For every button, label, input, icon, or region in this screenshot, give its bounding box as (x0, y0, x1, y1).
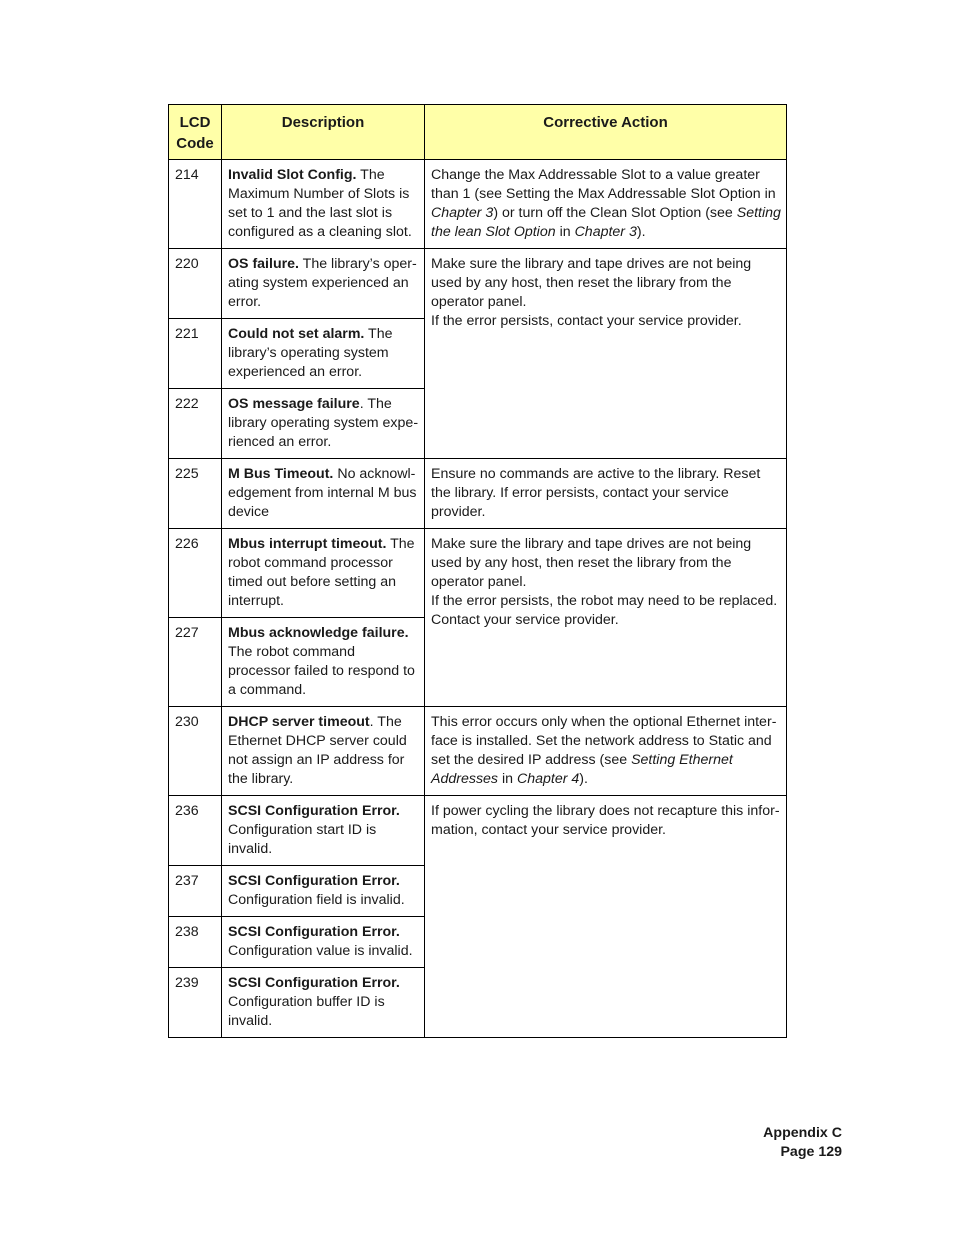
error-title: Mbus acknowledge failure. (228, 625, 409, 641)
description-cell (222, 529, 425, 618)
header-corrective-action: Corrective Action (425, 105, 787, 160)
header-lcd-code-line2: Code (176, 135, 214, 152)
error-text: The Maximum Number of Slots is set to 1 and the last slot is configured as a cleaning slot. (228, 167, 412, 240)
action-text: Change the Max Addressable Slot to a value greater than 1 (see Setting the Max Addressable Slot Option in (431, 167, 776, 202)
error-title: DHCP server timeout (228, 714, 370, 730)
table-row (169, 249, 787, 319)
page-footer (763, 1124, 842, 1162)
table-row (169, 529, 787, 618)
error-title: M Bus Timeout. (228, 466, 334, 482)
header-lcd-code-line1: LCD (179, 114, 211, 131)
error-title: OS message failure (228, 396, 360, 412)
description-cell (222, 796, 425, 866)
page-number: Page 129 (780, 1144, 842, 1160)
corrective-action-cell (425, 707, 787, 796)
error-title: SCSI Configuration Error. (228, 873, 400, 889)
action-reference: Chapter 3 (431, 205, 494, 221)
error-text: The robot command processor failed to respond to a command. (228, 644, 415, 698)
error-title: Invalid Slot Config. (228, 167, 357, 183)
description-cell (222, 389, 425, 459)
error-text: Configuration value is invalid. (228, 943, 413, 959)
action-text: Make sure the library and tape drives are not being used by any host, then reset the library from the operator panel. (431, 536, 752, 590)
description-cell (222, 707, 425, 796)
error-title: SCSI Configuration Error. (228, 975, 400, 991)
lcd-error-table (168, 104, 787, 1038)
error-text: The robot command processor timed out before setting an interrupt. (228, 536, 415, 609)
description-cell (222, 459, 425, 529)
lcd-code-cell: 222 (169, 389, 222, 459)
lcd-code-cell: 238 (169, 917, 222, 968)
action-reference: Chapter 3 (574, 224, 637, 240)
error-text: The library’s operating system experienced an error. (228, 256, 417, 310)
action-text: ). (579, 771, 588, 787)
appendix-label: Appendix C (763, 1125, 842, 1141)
error-text: . The library operating system experienced an error. (228, 396, 419, 450)
table-row (169, 160, 787, 249)
action-text: If the error persists, contact your service provider. (431, 313, 742, 329)
description-cell (222, 968, 425, 1038)
error-text: Configuration field is invalid. (228, 892, 405, 908)
corrective-action-cell: Ensure no commands are active to the library. Reset the library. If error persists, contact your service provider. (425, 459, 787, 529)
lcd-code-cell: 220 (169, 249, 222, 319)
action-reference: Chapter 4 (516, 771, 580, 787)
error-text: Configuration buffer ID is invalid. (228, 994, 385, 1029)
error-title: SCSI Configuration Error. (228, 924, 400, 940)
action-text: Make sure the library and tape drives are not being used by any host, then reset the library from the operator panel. (431, 256, 752, 310)
corrective-action-cell (425, 529, 787, 707)
description-cell (222, 160, 425, 249)
error-title: Could not set alarm. (228, 326, 365, 342)
action-text: ). (636, 224, 646, 240)
lcd-code-cell: 226 (169, 529, 222, 618)
table-row (169, 707, 787, 796)
error-text: Configuration start ID is invalid. (228, 822, 377, 857)
lcd-code-cell: 225 (169, 459, 222, 529)
header-lcd-code (169, 105, 222, 160)
action-reference: Setting Ethernet Addresses (431, 752, 733, 787)
error-title: Mbus interrupt timeout. (228, 536, 387, 552)
description-cell (222, 917, 425, 968)
error-text: . The Ethernet DHCP server could not assign an IP address for the library. (228, 714, 407, 787)
corrective-action-cell: If power cycling the library does not recapture this information, contact your service provider. (425, 796, 787, 1038)
description-cell (222, 618, 425, 707)
description-cell (222, 319, 425, 389)
lcd-code-cell: 237 (169, 866, 222, 917)
lcd-code-cell: 221 (169, 319, 222, 389)
action-reference: Setting the lean Slot Option (431, 205, 781, 240)
action-text: This error occurs only when the optional Ethernet interface is installed. Set the network address to Static and set the desired IP address (see (431, 714, 777, 768)
error-text: No acknowledgement from internal M bus device (228, 466, 417, 520)
lcd-code-cell: 230 (169, 707, 222, 796)
lcd-code-cell: 236 (169, 796, 222, 866)
header-description: Description (222, 105, 425, 160)
description-cell (222, 866, 425, 917)
action-text: in (498, 771, 517, 787)
lcd-code-cell: 227 (169, 618, 222, 707)
table-header-row (169, 105, 787, 160)
table-row (169, 459, 787, 529)
corrective-action-cell (425, 160, 787, 249)
action-text: If the error persists, the robot may need to be replaced. Contact your service provider. (431, 593, 778, 628)
table-row (169, 796, 787, 866)
action-text: in (555, 224, 575, 240)
error-title: OS failure. (228, 256, 299, 272)
lcd-code-cell: 214 (169, 160, 222, 249)
lcd-code-cell: 239 (169, 968, 222, 1038)
description-cell (222, 249, 425, 319)
error-text: The library’s operating system experienced an error. (228, 326, 393, 380)
action-text: ) or turn off the Clean Slot Option (see (493, 205, 737, 221)
error-title: SCSI Configuration Error. (228, 803, 400, 819)
corrective-action-cell (425, 249, 787, 459)
